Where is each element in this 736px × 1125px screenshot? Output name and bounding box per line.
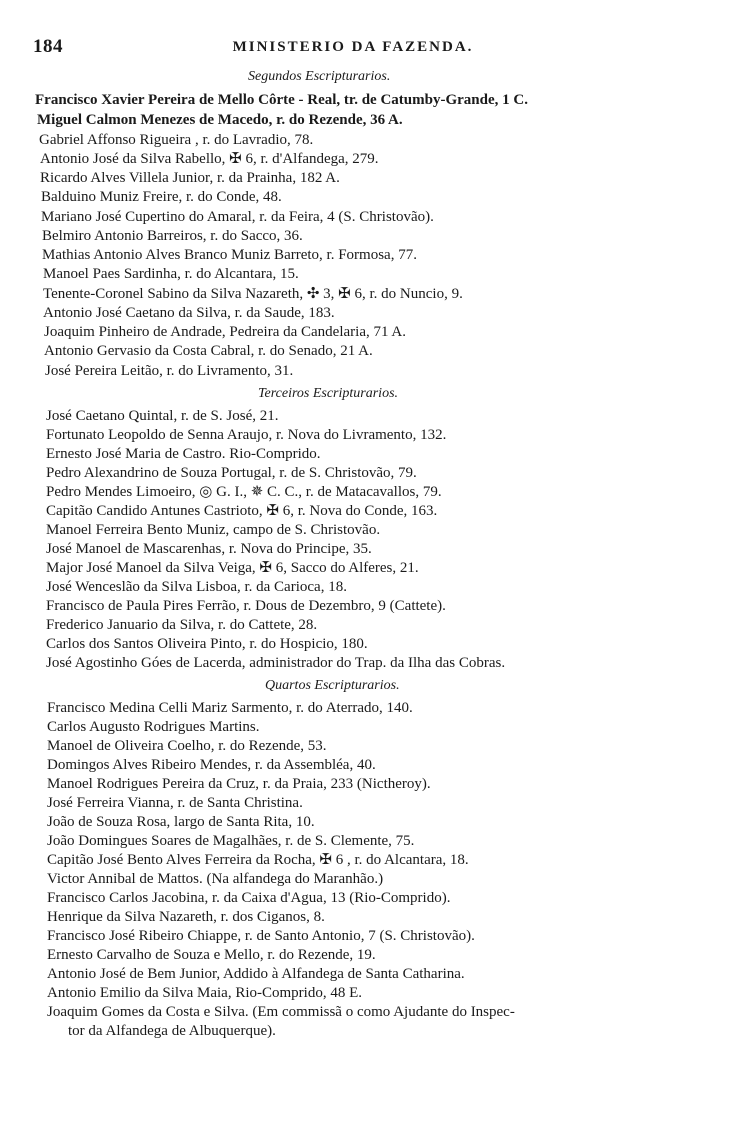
list-item: Belmiro Antonio Barreiros, r. do Sacco, 36. bbox=[42, 228, 303, 244]
list-item: Fortunato Leopoldo de Senna Araujo, r. Nova do Livramento, 132. bbox=[46, 427, 447, 443]
list-item: José Manoel de Mascarenhas, r. Nova do Principe, 35. bbox=[46, 541, 372, 557]
list-item: Francisco José Ribeiro Chiappe, r. de Santo Antonio, 7 (S. Christovão). bbox=[47, 928, 475, 944]
list-item: Francisco de Paula Pires Ferrão, r. Dous de Dezembro, 9 (Cattete). bbox=[46, 598, 446, 614]
list-item: Joaquim Pinheiro de Andrade, Pedreira da Candelaria, 71 A. bbox=[44, 324, 406, 340]
list-item: Manoel Paes Sardinha, r. do Alcantara, 15. bbox=[43, 266, 299, 282]
list-item: Francisco Xavier Pereira de Mello Côrte - Real, tr. de Catumby-Grande, 1 C. bbox=[35, 92, 528, 108]
list-item: Major José Manoel da Silva Veiga, ✠ 6, Sacco do Alferes, 21. bbox=[46, 560, 419, 576]
list-item: Ricardo Alves Villela Junior, r. da Prainha, 182 A. bbox=[40, 170, 340, 186]
list-item: Frederico Januario da Silva, r. do Cattete, 28. bbox=[46, 617, 318, 633]
list-item: Domingos Alves Ribeiro Mendes, r. da Assembléa, 40. bbox=[47, 757, 376, 773]
list-item: Antonio José de Bem Junior, Addido à Alfandega de Santa Catharina. bbox=[47, 966, 465, 982]
list-item: Manoel de Oliveira Coelho, r. do Rezende, 53. bbox=[47, 738, 327, 754]
section-title: Terceiros Escripturarios. bbox=[258, 386, 399, 401]
list-item: Antonio José da Silva Rabello, ✠ 6, r. d'Alfandega, 279. bbox=[40, 151, 379, 167]
list-item: Manoel Rodrigues Pereira da Cruz, r. da Praia, 233 (Nictheroy). bbox=[47, 776, 431, 792]
list-item: Carlos dos Santos Oliveira Pinto, r. do Hospicio, 180. bbox=[46, 636, 368, 652]
list-item: João Domingues Soares de Magalhães, r. de S. Clemente, 75. bbox=[47, 833, 415, 849]
list-item: Antonio Emilio da Silva Maia, Rio-Comprido, 48 E. bbox=[47, 985, 362, 1001]
list-item: Joaquim Gomes da Costa e Silva. (Em commissã o como Ajudante do Inspec- bbox=[47, 1004, 515, 1020]
list-item: Miguel Calmon Menezes de Macedo, r. do Rezende, 36 A. bbox=[37, 112, 403, 128]
page-number: 184 bbox=[33, 36, 63, 57]
list-item: Victor Annibal de Mattos. (Na alfandega do Maranhão.) bbox=[47, 871, 384, 887]
list-item: Capitão José Bento Alves Ferreira da Rocha, ✠ 6 , r. do Alcantara, 18. bbox=[47, 852, 469, 868]
list-item: José Agostinho Góes de Lacerda, administrador do Trap. da Ilha das Cobras. bbox=[46, 655, 506, 671]
list-item: Antonio Gervasio da Costa Cabral, r. do Senado, 21 A. bbox=[44, 343, 373, 359]
list-item: Pedro Alexandrino de Souza Portugal, r. de S. Christovão, 79. bbox=[46, 465, 417, 481]
list-item: Ernesto José Maria de Castro. Rio-Comprido. bbox=[46, 446, 321, 462]
list-item: Gabriel Affonso Rigueira , r. do Lavradio, 78. bbox=[39, 132, 314, 148]
list-item: tor da Alfandega de Albuquerque). bbox=[68, 1023, 276, 1039]
list-item: Pedro Mendes Limoeiro, ◎ G. I., ✵ C. C., r. de Matacavallos, 79. bbox=[46, 484, 442, 500]
list-item: Mariano José Cupertino do Amaral, r. da Feira, 4 (S. Christovão). bbox=[41, 209, 434, 225]
list-item: José Wenceslão da Silva Lisboa, r. da Carioca, 18. bbox=[46, 579, 347, 595]
list-item: José Caetano Quintal, r. de S. José, 21. bbox=[46, 408, 279, 424]
running-head: MINISTERIO DA FAZENDA. bbox=[232, 39, 474, 55]
list-item: Tenente-Coronel Sabino da Silva Nazareth, ✣ 3, ✠ 6, r. do Nuncio, 9. bbox=[43, 286, 463, 302]
list-item: João de Souza Rosa, largo de Santa Rita, 10. bbox=[47, 814, 315, 830]
page-header bbox=[33, 36, 673, 60]
section-title: Segundos Escripturarios. bbox=[248, 69, 391, 84]
section-title: Quartos Escripturarios. bbox=[265, 678, 400, 693]
list-item: Capitão Candido Antunes Castrioto, ✠ 6, r. Nova do Conde, 163. bbox=[46, 503, 438, 519]
list-item: Antonio José Caetano da Silva, r. da Saude, 183. bbox=[43, 305, 335, 321]
list-item: José Ferreira Vianna, r. de Santa Christina. bbox=[47, 795, 303, 811]
list-item: Manoel Ferreira Bento Muniz, campo de S. Christovão. bbox=[46, 522, 381, 538]
list-item: Balduino Muniz Freire, r. do Conde, 48. bbox=[41, 189, 282, 205]
list-item: José Pereira Leitão, r. do Livramento, 31. bbox=[45, 363, 294, 379]
list-item: Francisco Carlos Jacobina, r. da Caixa d'Agua, 13 (Rio-Comprido). bbox=[47, 890, 451, 906]
list-item: Mathias Antonio Alves Branco Muniz Barreto, r. Formosa, 77. bbox=[42, 247, 417, 263]
list-item: Carlos Augusto Rodrigues Martins. bbox=[47, 719, 260, 735]
list-item: Ernesto Carvalho de Souza e Mello, r. do Rezende, 19. bbox=[47, 947, 376, 963]
list-item: Henrique da Silva Nazareth, r. dos Ciganos, 8. bbox=[47, 909, 325, 925]
list-item: Francisco Medina Celli Mariz Sarmento, r. do Aterrado, 140. bbox=[47, 700, 413, 716]
